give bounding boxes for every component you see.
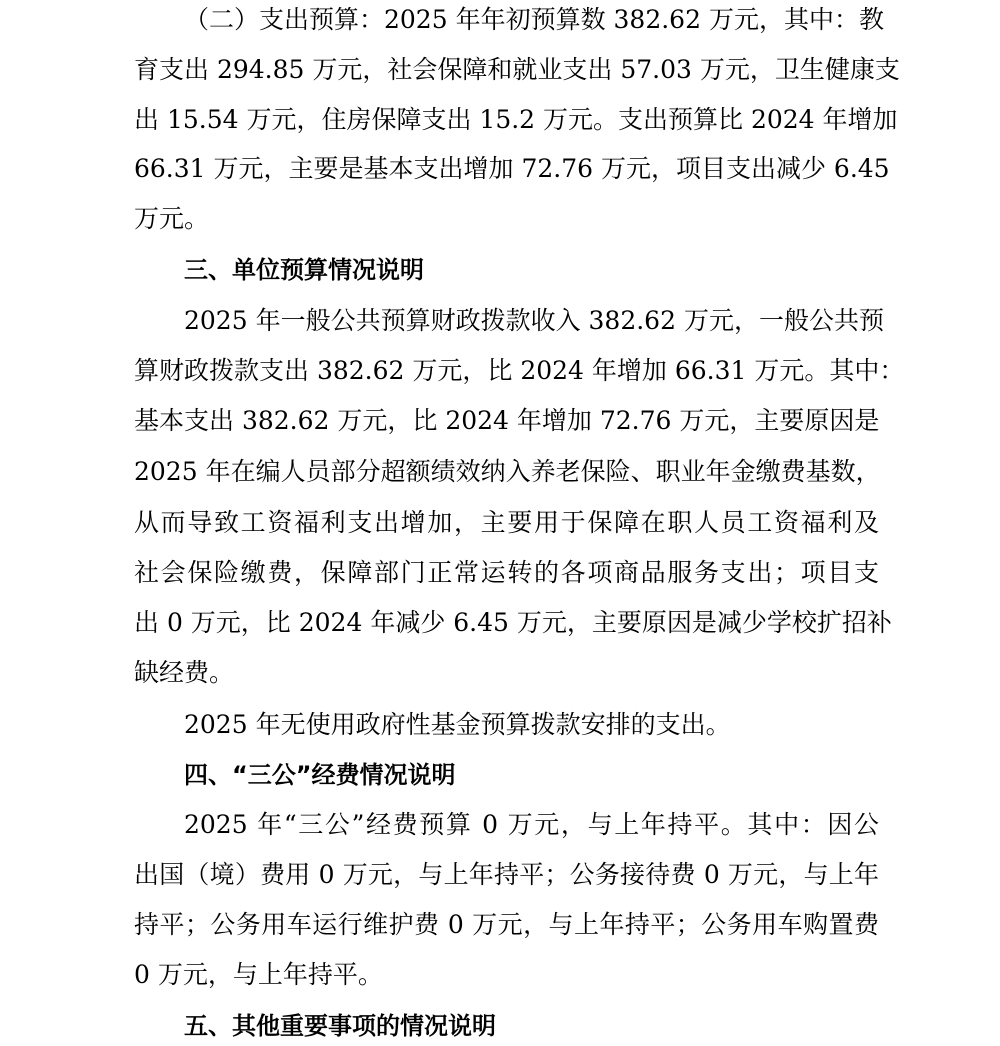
paragraph-unit-budget-line-6: 社会保险缴费，保障部门正常运转的各项商品服务支出；项目支 bbox=[134, 558, 879, 587]
paragraph-unit-budget-line-1: 2025 年一般公共预算财政拨款收入 382.62 万元，一般公共预 bbox=[184, 306, 884, 335]
paragraph-three-public-line-2: 出国（境）费用 0 万元，与上年持平；公务接待费 0 万元，与上年 bbox=[134, 860, 879, 889]
section-heading-three-public-expenses: 四、“三公”经费情况说明 bbox=[184, 761, 456, 789]
paragraph-unit-budget-line-4: 2025 年在编人员部分超额绩效纳入养老保险、职业年金缴费基数， bbox=[134, 457, 881, 486]
paragraph-unit-budget-line-3: 基本支出 382.62 万元，比 2024 年增加 72.76 万元，主要原因是 bbox=[134, 406, 880, 435]
paragraph-unit-budget-line-5: 从而导致工资福利支出增加，主要用于保障在职人员工资福利及 bbox=[134, 508, 879, 537]
paragraph-expenditure-budget-line-3: 出 15.54 万元，住房保障支出 15.2 万元。支出预算比 2024 年增加 bbox=[134, 105, 898, 134]
paragraph-unit-budget-line-2: 算财政拨款支出 382.62 万元，比 2024 年增加 66.31 万元。其中： bbox=[134, 356, 905, 385]
paragraph-government-fund: 2025 年无使用政府性基金预算拨款安排的支出。 bbox=[184, 710, 731, 739]
paragraph-expenditure-budget-line-4: 66.31 万元，主要是基本支出增加 72.76 万元，项目支出减少 6.45 bbox=[134, 154, 890, 183]
section-heading-unit-budget: 三、单位预算情况说明 bbox=[184, 256, 424, 284]
paragraph-unit-budget-line-7: 出 0 万元，比 2024 年减少 6.45 万元，主要原因是减少学校扩招补 bbox=[134, 608, 892, 637]
paragraph-three-public-line-1: 2025 年“三公”经费预算 0 万元，与上年持平。其中：因公 bbox=[184, 810, 879, 839]
section-heading-other-matters: 五、其他重要事项的情况说明 bbox=[184, 1012, 496, 1040]
paragraph-expenditure-budget-line-1: （二）支出预算：2025 年年初预算数 382.62 万元，其中：教 bbox=[184, 5, 884, 34]
paragraph-unit-budget-line-8: 缺经费。 bbox=[134, 658, 235, 687]
paragraph-three-public-line-4: 0 万元，与上年持平。 bbox=[134, 960, 383, 989]
paragraph-expenditure-budget-line-2: 育支出 294.85 万元，社会保障和就业支出 57.03 万元，卫生健康支 bbox=[134, 55, 900, 84]
paragraph-expenditure-budget-line-5: 万元。 bbox=[134, 204, 210, 233]
paragraph-three-public-line-3: 持平；公务用车运行维护费 0 万元，与上年持平；公务用车购置费 bbox=[134, 910, 879, 939]
